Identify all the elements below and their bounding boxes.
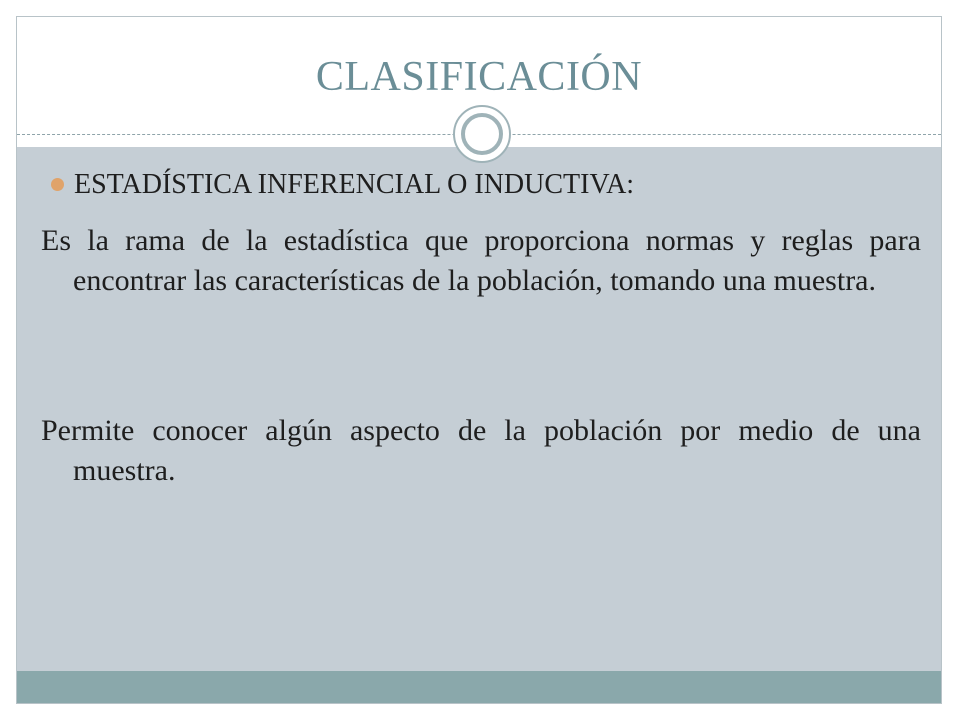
slide-title: CLASIFICACIÓN bbox=[315, 54, 643, 100]
bullet-text: ESTADÍSTICA INFERENCIAL O INDUCTIVA: bbox=[74, 169, 635, 200]
paragraph-purpose: Permite conocer algún aspecto de la población por medio de una muestra. bbox=[41, 414, 921, 487]
paragraph-definition: Es la rama de la estadística que proporciona normas y reglas para encontrar las características de la población, tomando una muestra. bbox=[41, 224, 921, 297]
footer-band bbox=[17, 671, 941, 704]
slide bbox=[16, 16, 942, 704]
bullet-icon bbox=[51, 178, 64, 191]
inner-ring bbox=[461, 113, 503, 155]
circle-ornament-icon bbox=[453, 105, 511, 163]
bullet-item bbox=[51, 165, 911, 205]
